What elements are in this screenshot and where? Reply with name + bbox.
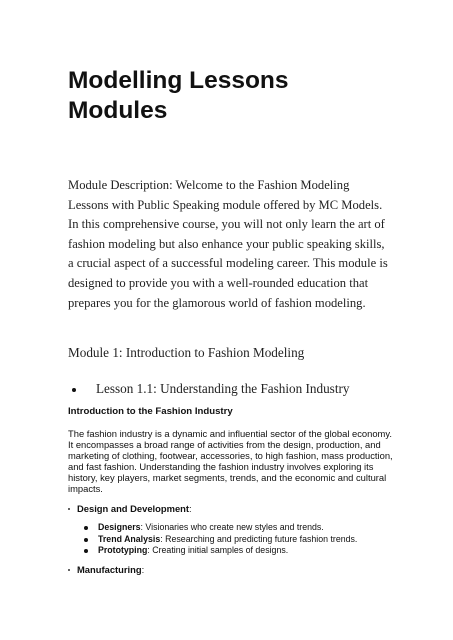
bullet-icon: [84, 549, 88, 553]
module-description: [68, 176, 408, 313]
item-text: : Visionaries who create new styles and trends.: [140, 522, 324, 532]
paragraph-line: It encompasses a broad range of activities from the design, production, and: [68, 439, 381, 450]
paragraph-line: and fast fashion. Understanding the fashion industry involves exploring its: [68, 461, 374, 472]
page-title: [68, 66, 398, 126]
item-term: Designers: [98, 522, 141, 532]
section-label: [77, 503, 192, 514]
bullet-icon: [72, 388, 76, 392]
list-item: [84, 545, 357, 557]
design-sub-list: [84, 522, 357, 557]
description-line: Lessons with Public Speaking module offered by MC Models.: [68, 197, 383, 212]
description-line: Module Description: Welcome to the Fashion Modeling: [68, 178, 350, 192]
title-line: Modelling Lessons: [68, 67, 289, 94]
lesson-title: Lesson 1.1: Understanding the Fashion Industry: [96, 381, 350, 396]
section-label: [77, 564, 144, 575]
section-title: Design and Development: [77, 503, 190, 514]
description-line: fashion modeling but also enhance your public speaking skills,: [68, 236, 385, 251]
paragraph-line: marketing of clothing, footwear, accessories, to high fashion, mass production,: [68, 450, 393, 461]
section-heading: Introduction to the Fashion Industry: [68, 406, 233, 417]
item-text: : Researching and predicting future fashion trends.: [160, 533, 358, 544]
item-term: Trend Analysis: [98, 533, 161, 544]
description-line: prepares you for the glamorous world of fashion modeling.: [68, 295, 366, 310]
description-line: designed to provide you with a well-rounded education that: [68, 275, 369, 290]
bullet-icon: [68, 569, 70, 571]
list-item: [84, 534, 357, 546]
description-line: In this comprehensive course, you will not only learn the art of: [68, 217, 385, 232]
list-item: [84, 522, 357, 534]
paragraph-line: The fashion industry is a dynamic and influential sector of the global economy.: [68, 428, 392, 439]
item-term: Prototyping: [98, 545, 148, 555]
title-line: Modules: [68, 97, 168, 124]
description-line: a crucial aspect of a successful modeling career. This module is: [68, 256, 388, 271]
paragraph-line: impacts.: [68, 483, 103, 494]
bullet-icon: [68, 508, 70, 510]
module-heading: Module 1: Introduction to Fashion Modeling: [68, 345, 305, 360]
section-suffix: :: [189, 503, 192, 514]
paragraph-line: history, key players, market segments, trends, and the economic and cultural: [68, 472, 387, 483]
intro-paragraph: [68, 428, 398, 494]
section-title: Manufacturing: [77, 564, 142, 575]
bullet-icon: [84, 526, 88, 530]
section-suffix: :: [141, 564, 145, 575]
bullet-icon: [84, 538, 88, 542]
item-text: : Creating initial samples of designs.: [147, 545, 289, 555]
